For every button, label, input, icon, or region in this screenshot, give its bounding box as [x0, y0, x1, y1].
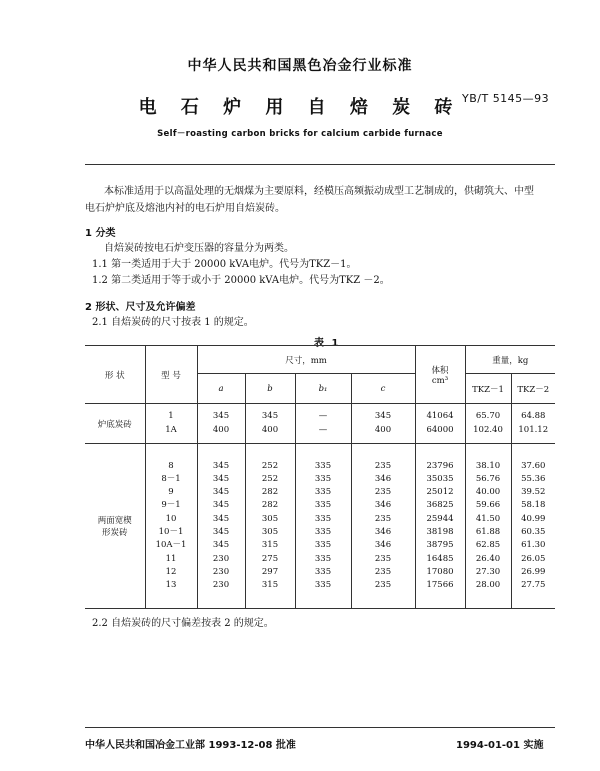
group2-b-value: 275	[261, 553, 279, 564]
group2-model-value: 9	[168, 487, 174, 498]
group1-model-cell	[145, 404, 197, 444]
group2-c-value: 235	[374, 513, 392, 524]
group2-c-value: 346	[374, 500, 392, 511]
group2-model-value: 8－1	[161, 473, 181, 484]
header-tkz1: TKZ－1	[465, 374, 511, 404]
group2-model-value: 11	[165, 553, 177, 564]
group2-tkz1-value: 26.40	[475, 553, 501, 564]
group2-b1-value: 335	[314, 580, 332, 591]
volume-label: 体积	[431, 365, 449, 376]
group2-volume-cell	[415, 444, 465, 609]
header-c: c	[351, 374, 415, 404]
group1-tkz1-cell	[465, 404, 511, 444]
table-group-wedge	[85, 444, 555, 609]
group1-b-value: 345	[261, 411, 279, 422]
group2-volume-value: 38198	[426, 527, 454, 537]
group2-c-value: 235	[374, 566, 392, 577]
table-caption: 表 1	[314, 338, 341, 349]
group2-a-value: 345	[212, 527, 230, 537]
group2-model-cell	[145, 444, 197, 609]
group2-model-value: 10A－1	[155, 540, 187, 551]
group1-a-cell	[197, 404, 245, 444]
table-group-bottom	[85, 404, 555, 444]
header-tkz2: TKZ－2	[511, 374, 555, 404]
group2-model-value: 12	[165, 566, 177, 577]
group2-volume-value: 23796	[426, 460, 454, 471]
group2-b-value: 315	[261, 580, 279, 591]
group2-model-value: 13	[165, 580, 177, 591]
group2-tkz2-value: 39.52	[521, 487, 546, 498]
group2-b1-value: 335	[314, 513, 332, 524]
group2-tkz2-value: 61.30	[521, 540, 546, 551]
clause-2-1: 2.1 自焙炭砖的尺寸按表 1 的规定。	[92, 317, 254, 328]
group2-a-value: 345	[212, 513, 230, 524]
group2-a-value: 345	[212, 473, 230, 484]
group2-tkz1-value: 61.88	[475, 527, 501, 537]
group2-b-value: 282	[261, 500, 279, 511]
group1-b1-value: —	[318, 424, 328, 435]
approval-info: 中华人民共和国冶金工业部 1993-12-08 批准	[85, 740, 296, 751]
group2-model-value: 9－1	[161, 500, 181, 511]
group2-c-value: 235	[374, 580, 392, 591]
group2-volume-value: 25944	[426, 513, 454, 524]
group2-tkz2-value: 55.36	[521, 473, 546, 484]
group2-b1-value: 335	[314, 487, 332, 498]
group2-b1-cell	[295, 444, 351, 609]
group2-b-value: 252	[261, 460, 279, 471]
clause-1-2: 1.2 第二类适用于等于或小于 20000 kVA电炉。代号为TKZ －2。	[92, 275, 390, 286]
group1-c-value: 400	[374, 424, 392, 435]
group2-c-value: 235	[374, 460, 392, 471]
group2-a-value: 345	[212, 500, 230, 511]
header-shape: 形 状	[85, 346, 145, 404]
group1-volume-value: 64000	[426, 424, 454, 435]
group2-tkz1-value: 62.85	[475, 540, 501, 551]
header-rule	[85, 164, 555, 165]
group2-c-value: 235	[374, 553, 392, 564]
effective-date: 1994-01-01 实施	[456, 740, 544, 751]
group2-volume-value: 25012	[426, 487, 454, 498]
group2-tkz2-value: 40.99	[521, 513, 546, 524]
group2-tkz2-value: 60.35	[521, 527, 546, 537]
group2-a-value: 345	[212, 487, 230, 498]
group2-volume-value: 35035	[426, 473, 454, 484]
group2-volume-value: 16485	[426, 553, 454, 564]
group1-model-value: 1A	[165, 424, 177, 435]
group2-b1-value: 335	[314, 460, 332, 471]
dimensions-table	[85, 345, 555, 609]
document-title: 电 石 炉 用 自 焙 炭 砖	[138, 97, 462, 118]
group2-tkz1-value: 27.30	[475, 566, 501, 577]
clause-1-1: 1.1 第一类适用于大于 20000 kVA电炉。代号为TKZ－1。	[92, 259, 357, 270]
group2-a-value: 345	[212, 460, 230, 471]
group1-c-cell	[351, 404, 415, 444]
group2-a-value: 230	[212, 580, 230, 591]
header-mass: 重量，kg	[465, 346, 555, 374]
group2-model-value: 8	[168, 460, 174, 471]
group2-tkz1-value: 28.00	[475, 580, 501, 591]
group1-tkz2-value: 101.12	[518, 424, 549, 435]
group1-volume-cell	[415, 404, 465, 444]
group2-tkz2-value: 26.99	[521, 566, 546, 577]
group2-shape-line1: 两面宽楔	[97, 516, 132, 526]
group2-tkz2-value: 37.60	[521, 460, 546, 471]
standard-number: YB/T 5145—93	[462, 92, 550, 105]
section-2-heading: 2 形状、尺寸及允许偏差	[85, 302, 196, 313]
group2-c-value: 235	[374, 487, 392, 498]
header-model: 型 号	[145, 346, 197, 404]
group2-volume-value: 17566	[426, 580, 454, 591]
section-1-heading: 1 分类	[85, 228, 116, 239]
intro-line-2: 电石炉炉底及熔池内衬的电石炉用自焙炭砖。	[85, 203, 285, 214]
group1-tkz2-cell	[511, 404, 555, 444]
group1-a-value: 345	[212, 411, 230, 422]
footer-rule	[85, 727, 555, 728]
group1-volume-value: 41064	[426, 411, 454, 422]
group2-shape-line2: 形炭砖	[101, 528, 128, 538]
header-a: a	[197, 374, 245, 404]
group2-b-value: 297	[261, 566, 279, 577]
group2-tkz1-value: 40.00	[475, 487, 501, 498]
group1-shape: 炉底炭砖	[85, 404, 145, 444]
group2-c-value: 346	[374, 540, 392, 551]
group2-model-value: 10－1	[158, 527, 184, 537]
group1-c-value: 345	[374, 411, 392, 422]
group2-tkz2-value: 26.05	[521, 553, 546, 564]
group2-tkz2-value: 27.75	[521, 580, 546, 591]
group2-tkz1-value: 41.50	[475, 513, 501, 524]
header-volume	[415, 346, 465, 404]
group1-tkz1-value: 102.40	[473, 424, 503, 435]
group1-b1-cell	[295, 404, 351, 444]
group1-tkz2-value: 64.88	[521, 411, 546, 422]
group1-a-value: 400	[212, 424, 230, 435]
group2-c-value: 346	[374, 473, 392, 484]
group2-b-value: 305	[261, 513, 279, 524]
group2-volume-value: 17080	[426, 566, 454, 577]
group2-volume-value: 38795	[426, 540, 454, 551]
volume-unit: cm³	[431, 375, 449, 386]
group2-b1-value: 335	[314, 553, 332, 564]
group2-volume-value: 36825	[426, 500, 454, 511]
issuing-organization: 中华人民共和国黑色冶金行业标准	[187, 58, 413, 74]
intro-line-1: 本标准适用于以高温处理的无烟煤为主要原料，经模压高频振动成型工艺制成的，供砌筑大、中型	[104, 186, 534, 197]
group2-model-value: 10	[165, 513, 177, 524]
section-1-text: 自焙炭砖按电石炉变压器的容量分为两类。	[104, 243, 294, 254]
group2-shape	[85, 444, 145, 609]
group2-b1-value: 335	[314, 566, 332, 577]
group2-b1-value: 335	[314, 500, 332, 511]
group2-b-value: 315	[261, 540, 279, 551]
group1-b-cell	[245, 404, 295, 444]
group1-b-value: 400	[261, 424, 279, 435]
header-b: b	[245, 374, 295, 404]
group2-c-value: 346	[374, 527, 392, 537]
group1-b1-value: —	[318, 411, 328, 422]
group2-b-value: 305	[261, 527, 279, 537]
group2-tkz1-cell	[465, 444, 511, 609]
group2-b-value: 252	[261, 473, 279, 484]
group2-tkz2-cell	[511, 444, 555, 609]
group2-a-cell	[197, 444, 245, 609]
group2-b1-value: 335	[314, 540, 332, 551]
clause-2-2: 2.2 自焙炭砖的尺寸偏差按表 2 的规定。	[92, 618, 274, 629]
group2-a-value: 345	[212, 540, 230, 551]
group1-model-value: 1	[168, 411, 174, 422]
group2-c-cell	[351, 444, 415, 609]
header-b1: b₁	[295, 374, 351, 404]
group2-tkz1-value: 59.66	[475, 500, 501, 511]
group2-b1-value: 335	[314, 527, 332, 537]
group2-b-value: 282	[261, 487, 279, 498]
group2-a-value: 230	[212, 566, 230, 577]
group2-tkz1-value: 38.10	[475, 460, 501, 471]
group2-tkz1-value: 56.76	[475, 473, 501, 484]
group2-tkz2-value: 58.18	[521, 500, 546, 511]
group2-b1-value: 335	[314, 473, 332, 484]
group2-b-cell	[245, 444, 295, 609]
group1-tkz1-value: 65.70	[475, 411, 501, 422]
header-size: 尺寸，mm	[197, 346, 415, 374]
english-title: Self－roasting carbon bricks for calcium carbide furnace	[157, 129, 443, 139]
group2-a-value: 230	[212, 553, 230, 564]
